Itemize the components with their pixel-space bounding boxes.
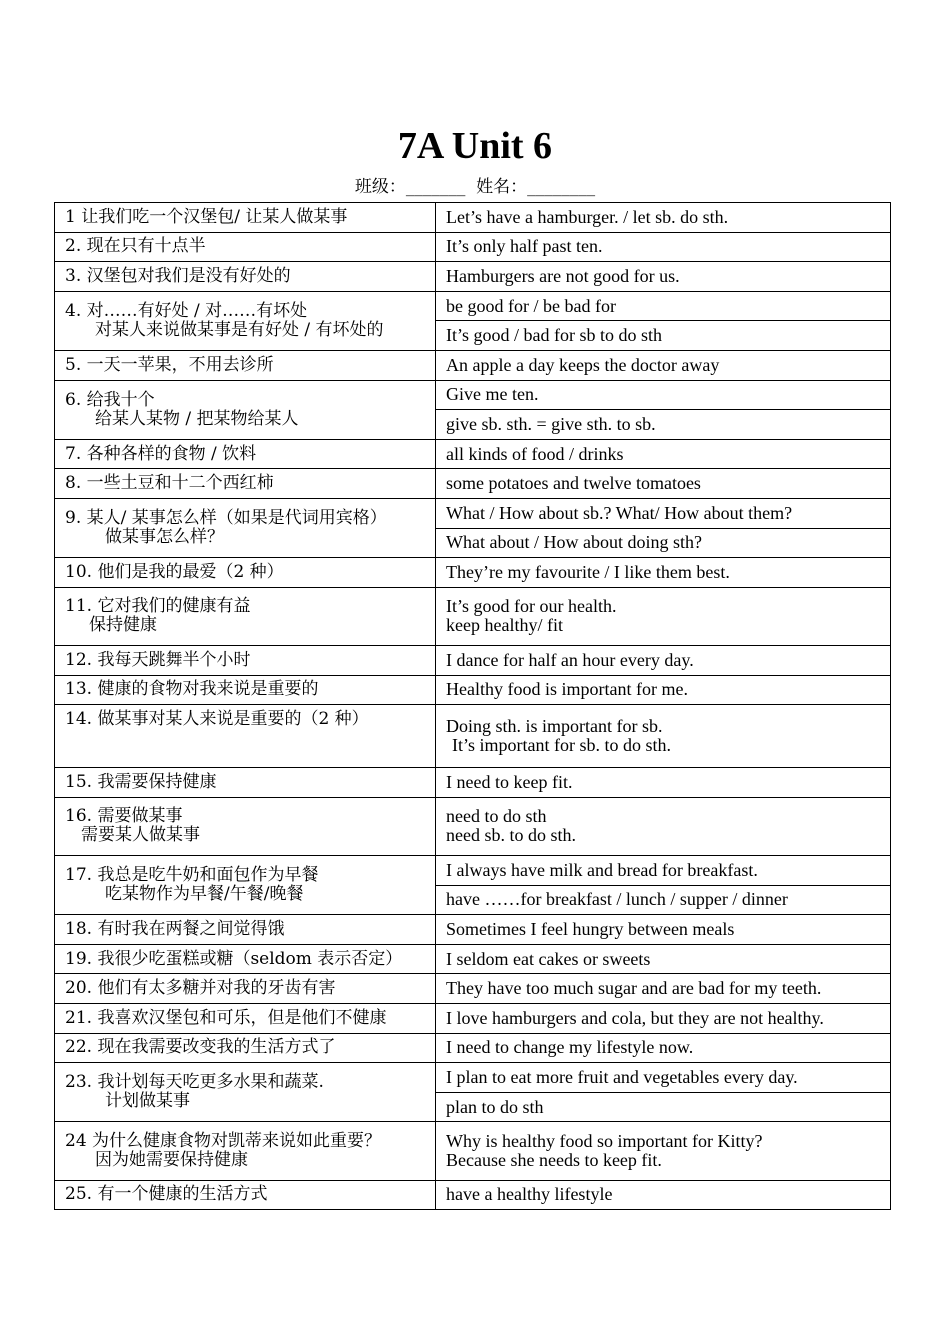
chinese-line: 23. 我计划每天吃更多水果和蔬菜. (65, 1072, 324, 1093)
chinese-cell: 18. 有时我在两餐之间觉得饿 (55, 915, 436, 945)
english-subline: keep healthy/ fit (446, 615, 563, 636)
english-cell: give sb. sth. = give sth. to sb. (436, 410, 891, 440)
chinese-cell: 7. 各种各样的食物 / 饮料 (55, 439, 436, 469)
chinese-cell: 15. 我需要保持健康 (55, 768, 436, 798)
english-cell: Hamburgers are not good for us. (436, 262, 891, 292)
chinese-cell: 3. 汉堡包对我们是没有好处的 (55, 262, 436, 292)
table-row (55, 380, 891, 410)
english-cell: It’s only half past ten. (436, 232, 891, 262)
table-row (55, 232, 891, 262)
english-cell: have a healthy lifestyle (436, 1180, 891, 1210)
chinese-line: 16. 需要做某事 (65, 806, 183, 827)
table-row (55, 1033, 891, 1063)
chinese-cell: 20. 他们有太多糖并对我的牙齿有害 (55, 974, 436, 1004)
table-row (55, 856, 891, 886)
english-cell: They’re my favourite / I like them best. (436, 558, 891, 588)
chinese-cell: 25. 有一个健康的生活方式 (55, 1180, 436, 1210)
english-cell: some potatoes and twelve tomatoes (436, 469, 891, 499)
english-cell: What / How about sb.? What/ How about them? (436, 498, 891, 528)
chinese-cell (55, 856, 436, 915)
english-cell: I seldom eat cakes or sweets (436, 944, 891, 974)
table-row (55, 1063, 891, 1093)
english-cell: have ……for breakfast / lunch / supper / dinner (436, 885, 891, 915)
english-cell: I love hamburgers and cola, but they are not healthy. (436, 1004, 891, 1034)
table-row (55, 558, 891, 588)
english-line: Why is healthy food so important for Kitty? (446, 1131, 763, 1151)
page-title: 7A Unit 6 (397, 125, 553, 167)
english-cell: I dance for half an hour every day. (436, 645, 891, 675)
table-row (55, 498, 891, 528)
chinese-subline: 计划做某事 (105, 1091, 190, 1112)
table-row (55, 797, 891, 855)
chinese-cell (55, 291, 436, 350)
chinese-cell (55, 587, 436, 645)
table-row (55, 1180, 891, 1210)
english-cell: It’s good / bad for sb to do sth (436, 321, 891, 351)
english-cell (436, 705, 891, 768)
chinese-subline: 需要某人做某事 (81, 825, 200, 846)
chinese-line: 17. 我总是吃牛奶和面包作为早餐 (65, 865, 319, 886)
english-line: need to do sth (446, 806, 547, 827)
english-cell: I always have milk and bread for breakfast. (436, 856, 891, 886)
english-subline: need sb. to do sth. (446, 825, 576, 846)
table-row (55, 645, 891, 675)
english-cell (436, 1122, 891, 1180)
chinese-cell: 13. 健康的食物对我来说是重要的 (55, 675, 436, 705)
english-cell (436, 587, 891, 645)
chinese-cell: 5. 一天一苹果，不用去诊所 (55, 350, 436, 380)
table-row (55, 587, 891, 645)
phrase-table (54, 202, 891, 1210)
chinese-cell: 14. 做某事对某人来说是重要的（2 种） (55, 705, 436, 768)
english-cell: Sometimes I feel hungry between meals (436, 915, 891, 945)
english-subline: It’s important for sb. to do sth. (452, 735, 671, 756)
english-cell: I need to keep fit. (436, 768, 891, 798)
english-cell: They have too much sugar and are bad for my teeth. (436, 974, 891, 1004)
english-line: Doing sth. is important for sb. (446, 716, 663, 737)
english-line: It’s good for our health. (446, 596, 617, 617)
chinese-subline: 因为她需要保持健康 (95, 1150, 248, 1170)
chinese-cell: 1 让我们吃一个汉堡包/ 让某人做某事 (55, 203, 436, 233)
table-row (55, 944, 891, 974)
english-cell: I need to change my lifestyle now. (436, 1033, 891, 1063)
chinese-subline: 保持健康 (89, 615, 157, 636)
english-cell (436, 797, 891, 855)
table-row (55, 262, 891, 292)
chinese-cell: 21. 我喜欢汉堡包和可乐，但是他们不健康 (55, 1004, 436, 1034)
table-row (55, 203, 891, 233)
table-row (55, 974, 891, 1004)
table-row (55, 469, 891, 499)
table-row (55, 1004, 891, 1034)
table-row (55, 768, 891, 798)
table-row (55, 439, 891, 469)
table-row (55, 350, 891, 380)
chinese-cell: 22. 现在我需要改变我的生活方式了 (55, 1033, 436, 1063)
table-row (55, 291, 891, 321)
table-row (55, 675, 891, 705)
chinese-cell: 8. 一些土豆和十二个西红柿 (55, 469, 436, 499)
chinese-cell (55, 380, 436, 439)
english-cell: Let’s have a hamburger. / let sb. do sth. (436, 203, 891, 233)
chinese-line: 9. 某人/ 某事怎么样（如果是代词用宾格） (65, 508, 387, 529)
english-cell: What about / How about doing sth? (436, 528, 891, 558)
chinese-cell (55, 797, 436, 855)
chinese-cell (55, 1122, 436, 1180)
chinese-subline: 对某人来说做某事是有好处 / 有坏处的 (95, 319, 384, 340)
chinese-cell: 19. 我很少吃蛋糕或糖（seldom 表示否定） (55, 944, 436, 974)
english-cell: Give me ten. (436, 380, 891, 410)
chinese-line: 4. 对……有好处 / 对……有坏处 (65, 300, 308, 321)
english-subline: Because she needs to keep fit. (446, 1150, 662, 1170)
english-cell: An apple a day keeps the doctor away (436, 350, 891, 380)
chinese-subline: 吃某物作为早餐/午餐/晚餐 (105, 884, 304, 905)
chinese-cell (55, 498, 436, 557)
english-cell: plan to do sth (436, 1092, 891, 1122)
table-row (55, 1122, 891, 1180)
class-name-line: 班级：_______ 姓名：________ (354, 177, 596, 197)
chinese-cell (55, 1063, 436, 1122)
chinese-cell: 12. 我每天跳舞半个小时 (55, 645, 436, 675)
chinese-cell: 10. 他们是我的最爱（2 种） (55, 558, 436, 588)
english-cell: Healthy food is important for me. (436, 675, 891, 705)
english-cell: I plan to eat more fruit and vegetables every day. (436, 1063, 891, 1093)
table-row (55, 705, 891, 768)
chinese-subline: 给某人某物 / 把某物给某人 (95, 408, 299, 429)
table-row (55, 915, 891, 945)
english-cell: all kinds of food / drinks (436, 439, 891, 469)
chinese-line: 6. 给我十个 (65, 389, 155, 410)
chinese-line: 11. 它对我们的健康有益 (65, 596, 251, 617)
chinese-cell: 2. 现在只有十点半 (55, 232, 436, 262)
chinese-subline: 做某事怎么样？ (105, 527, 224, 548)
chinese-line: 24 为什么健康食物对凯蒂来说如此重要？ (65, 1131, 382, 1151)
english-cell: be good for / be bad for (436, 291, 891, 321)
